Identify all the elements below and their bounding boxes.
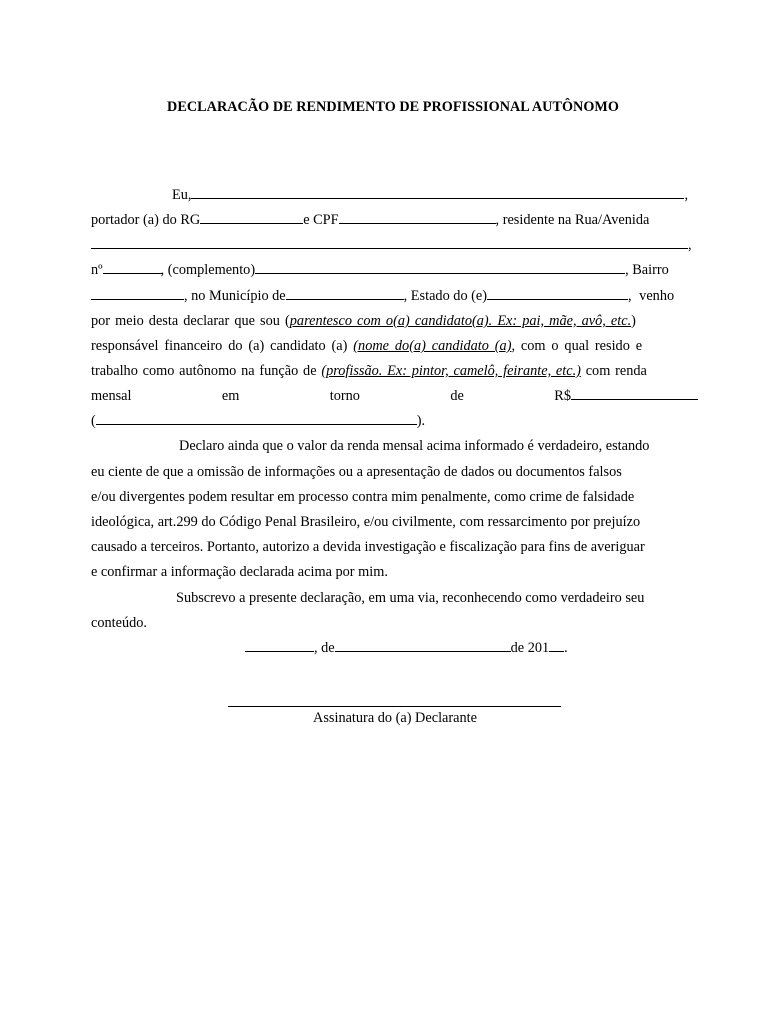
field-income-words-blank[interactable] xyxy=(96,412,417,425)
address-line: , xyxy=(91,236,698,254)
signature-line[interactable] xyxy=(228,706,561,707)
candidate-line: responsável financeiro do (a) candidato (a) (nome do(a) candidato (a), com o qual resido e xyxy=(91,338,643,354)
profession-line: trabalho como autônomo na função de (profissão. Ex: pintor, camelô, feirante, etc.) com renda xyxy=(91,363,647,379)
date-line: , de de 201 . xyxy=(245,639,645,657)
field-city-blank[interactable] xyxy=(286,287,404,300)
field-income-value-blank[interactable] xyxy=(571,387,698,400)
label-currency: R$ xyxy=(554,388,571,404)
field-cpf-blank[interactable] xyxy=(339,211,496,224)
paragraph-2-line-6: e confirmar a informação declarada acima por mim. xyxy=(91,564,388,580)
field-city-date-blank[interactable] xyxy=(245,639,314,652)
paragraph-3-line-1: Subscrevo a presente declaração, em uma via, reconhecendo como verdadeiro seu xyxy=(176,590,645,606)
rg-cpf-line xyxy=(91,211,698,229)
label-estado: , Estado do (e) xyxy=(403,288,488,304)
placeholder-profession[interactable]: (profissão. Ex: pintor, camelô, feirante, etc.) xyxy=(321,363,581,379)
field-bairro-blank[interactable] xyxy=(91,287,184,300)
income-words-line: ( ). xyxy=(91,413,426,429)
paragraph-2-line-1: Declaro ainda que o valor da renda mensal acima informado é verdadeiro, estando xyxy=(179,438,650,454)
label-venho: , venho xyxy=(628,288,675,304)
field-address-blank[interactable] xyxy=(91,236,688,249)
field-name-blank[interactable] xyxy=(191,186,684,199)
declarant-name-line: Eu, , xyxy=(172,187,689,203)
label-bairro: , Bairro xyxy=(625,262,669,278)
label-municipio: , no Município de xyxy=(184,288,286,304)
field-state-blank[interactable] xyxy=(487,287,628,300)
label-cpf: e CPF xyxy=(303,212,339,228)
placeholder-candidate-name[interactable]: (nome do(a) candidato (a) xyxy=(353,338,512,354)
label-eu: Eu, xyxy=(172,187,192,203)
income-line: mensal em torno de R$ xyxy=(91,387,698,405)
paragraph-2-line-4: ideológica, art.299 do Código Penal Brasileiro, e/ou civilmente, com ressarcimento por prejuízo xyxy=(91,514,641,530)
paragraph-3-line-2: conteúdo. xyxy=(91,615,147,631)
paragraph-2-line-2: eu ciente de que a omissão de informações ou a apresentação de dados ou documentos falsos xyxy=(91,464,622,480)
label-rg: portador (a) do RG xyxy=(91,212,201,228)
paragraph-2-line-5: causado a terceiros. Portanto, autorizo a devida investigação e fiscalização para fins de averiguar xyxy=(91,539,645,555)
city-state-line xyxy=(91,287,698,305)
field-complement-blank[interactable] xyxy=(255,261,625,274)
relationship-line: por meio desta declarar que sou (parentesco com o(a) candidato(a). Ex: pai, mãe, avô, etc.) xyxy=(91,313,636,329)
number-complement-line xyxy=(91,261,698,279)
paragraph-2-line-3: e/ou divergentes podem resultar em processo contra mim penalmente, como crime de falsidade xyxy=(91,489,635,505)
document-title: DECLARACÃO DE RENDIMENTO DE PROFISSIONAL AUTÔNOMO xyxy=(167,99,619,115)
label-residente: , residente na Rua/Avenida xyxy=(495,212,650,228)
signature-label: Assinatura do (a) Declarante xyxy=(313,710,477,726)
label-number: nº xyxy=(91,262,103,278)
placeholder-relationship[interactable]: parentesco com o(a) candidato(a). Ex: pai, mãe, avô, etc. xyxy=(289,313,632,329)
field-rg-blank[interactable] xyxy=(200,211,303,224)
field-month-blank[interactable] xyxy=(335,639,511,652)
label-complemento: , (complemento) xyxy=(160,262,256,278)
field-year-digit-blank[interactable] xyxy=(549,639,564,652)
field-number-blank[interactable] xyxy=(103,261,163,274)
